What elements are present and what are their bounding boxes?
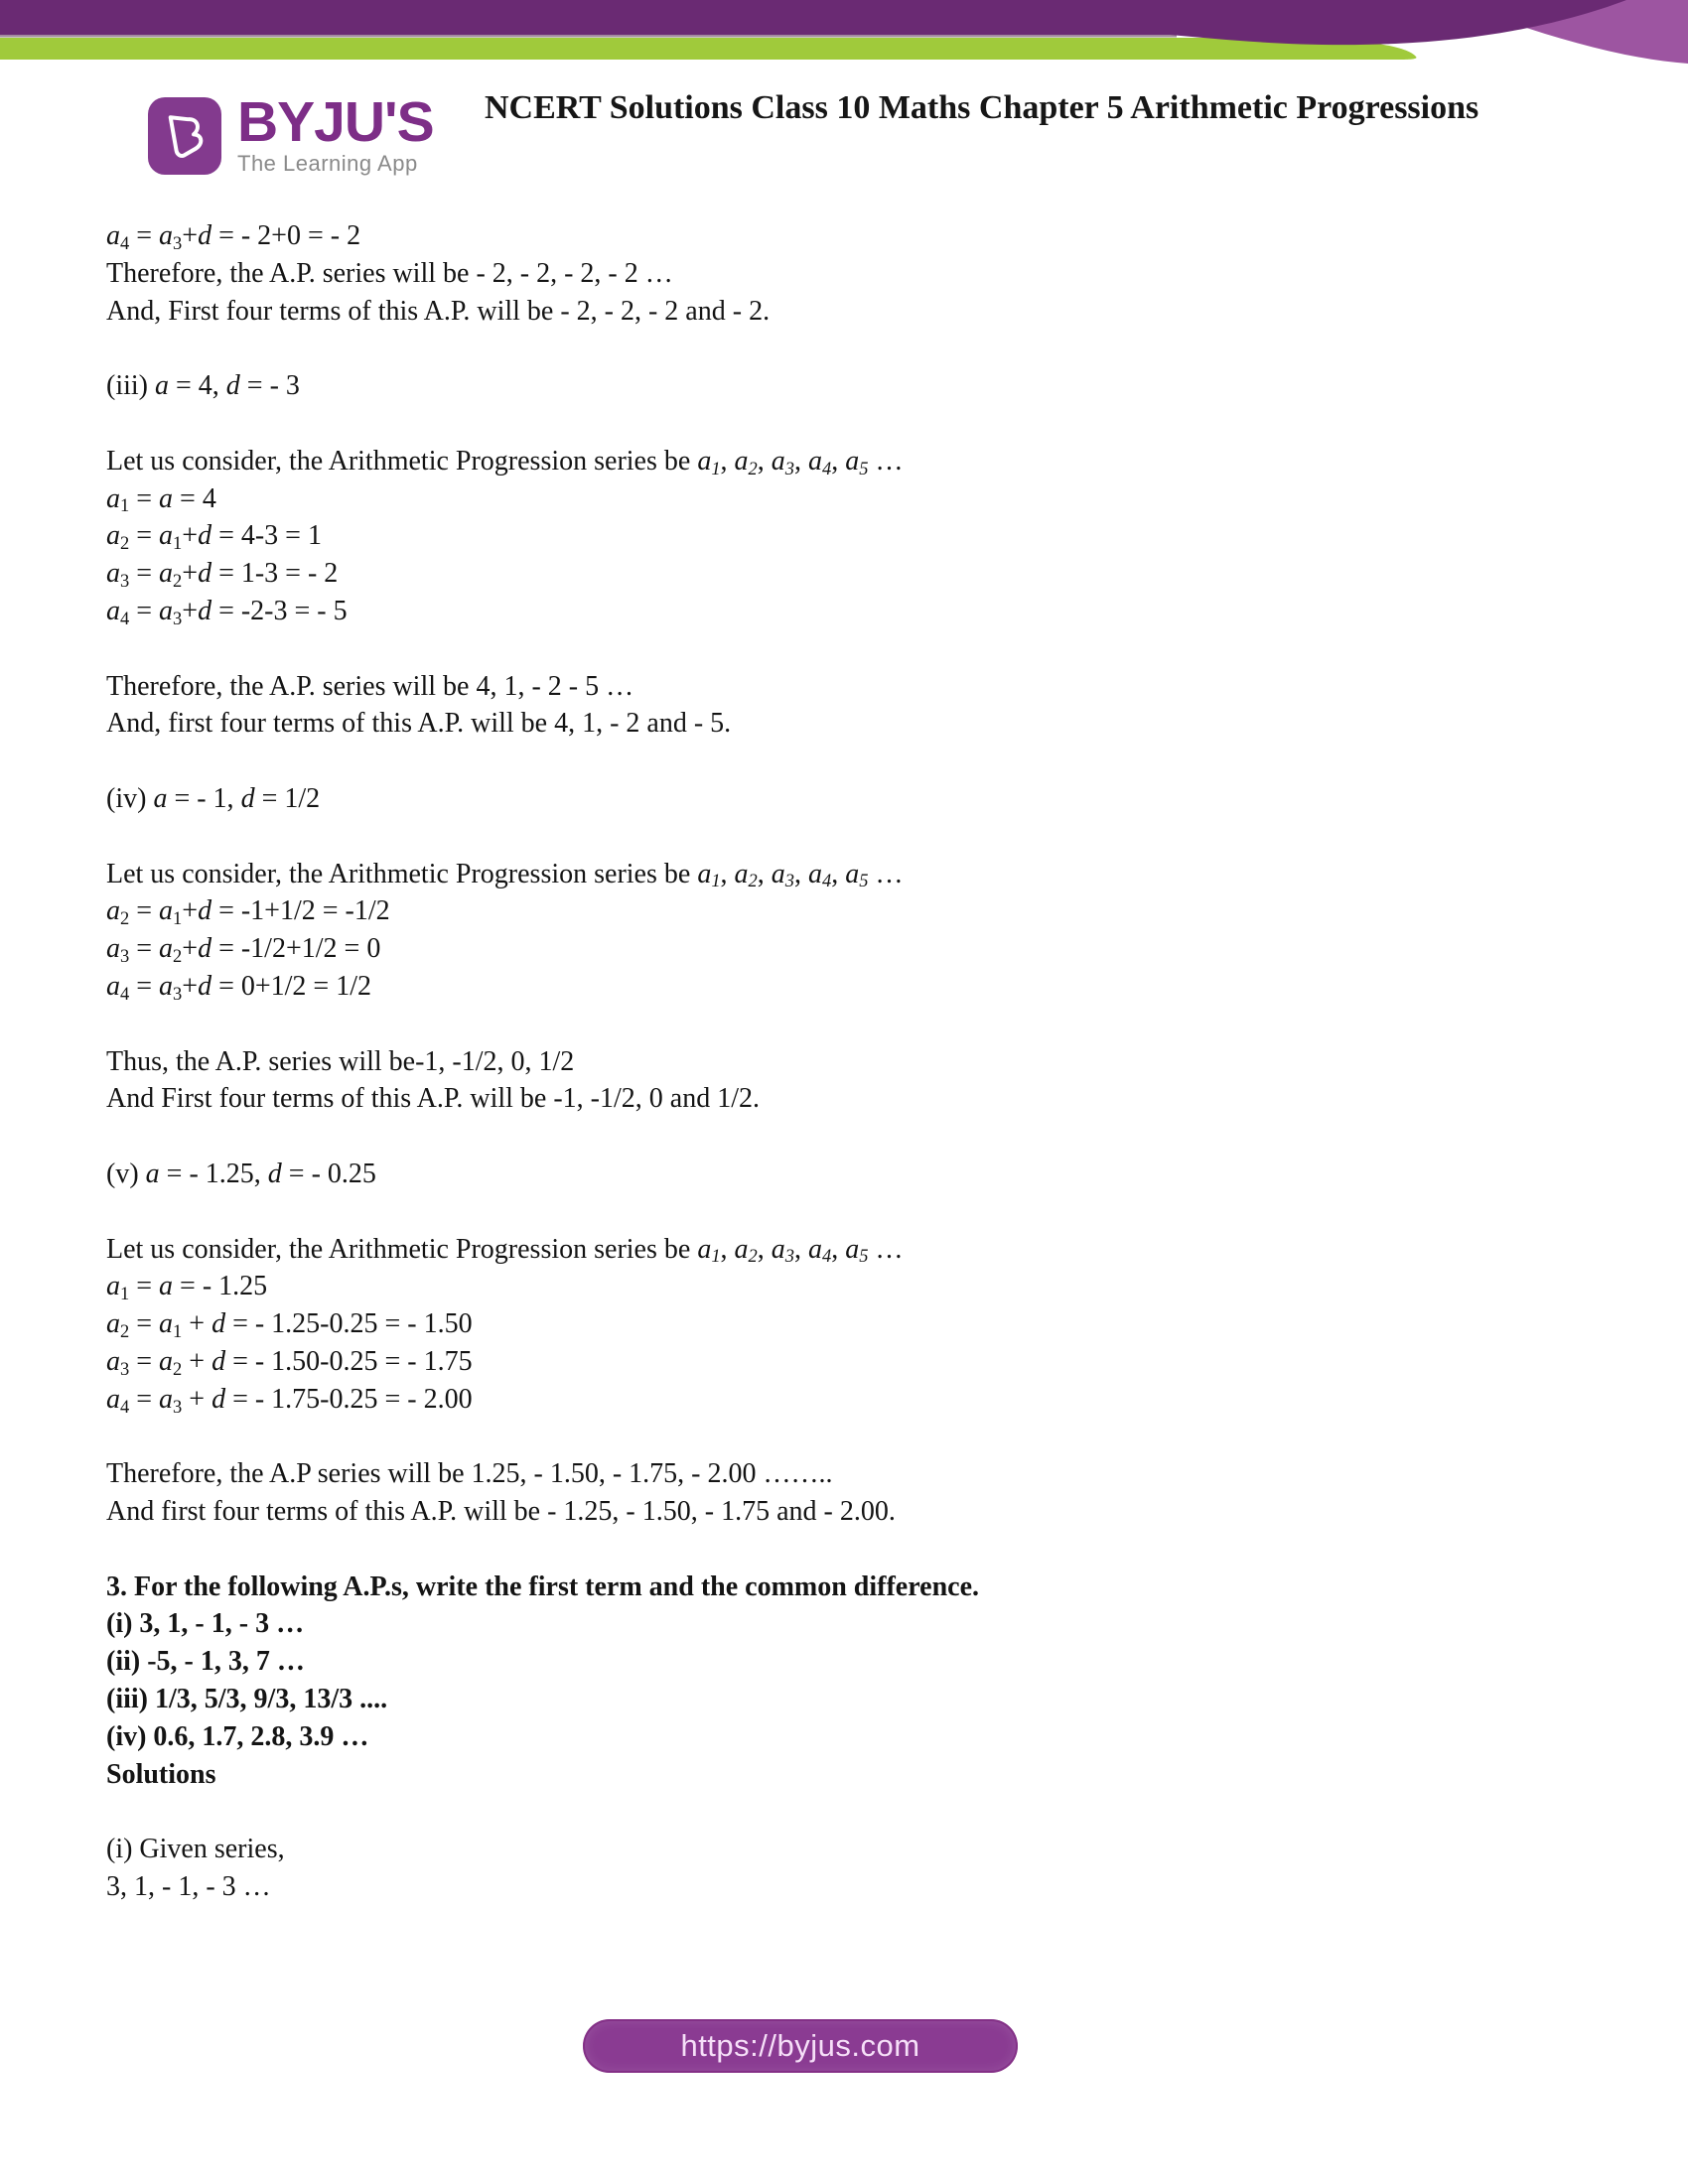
- text-line: $a_2 = a_1 + d$ = - 1.25-0.25 = - 1.50: [106, 1308, 473, 1341]
- text-line: (i) 3, 1, - 1, - 3 …: [106, 1608, 305, 1640]
- paragraph-block: [106, 856, 979, 1006]
- text-line: Let us consider, the Arithmetic Progression series be $a_1$, $a_2$, $a_3$, $a_4$, $a_5$ …: [106, 858, 904, 891]
- text-line: (i) Given series,: [106, 1834, 285, 1865]
- text-line: (iv) 0.6, 1.7, 2.8, 3.9 …: [106, 1720, 369, 1752]
- paragraph-block: [106, 367, 979, 405]
- text-line: (iii) 1/3, 5/3, 9/3, 13/3 ....: [106, 1684, 388, 1715]
- text-line: $a_1 = a = 4$: [106, 482, 216, 516]
- paragraph-block: [106, 1043, 979, 1119]
- text-line: $a_3 = a_2+d = 1-3$ = - 2: [106, 558, 339, 591]
- text-line: And, First four terms of this A.P. will be - 2, - 2, - 2 and - 2.: [106, 295, 771, 327]
- text-line: Let us consider, the Arithmetic Progression series be $a_1$, $a_2$, $a_3$, $a_4$, $a_5$ …: [106, 445, 904, 478]
- text-line: Therefore, the A.P. series will be - 2, - 2, - 2, - 2 …: [106, 257, 673, 289]
- text-line: And, first four terms of this A.P. will be 4, 1, - 2 and - 5.: [106, 708, 732, 740]
- paragraph-block: [106, 1569, 979, 1794]
- paragraph-block: [106, 668, 979, 744]
- footer-link[interactable]: [583, 2019, 1018, 2073]
- paragraph-block: [106, 780, 979, 818]
- paragraph-block: [106, 443, 979, 630]
- text-line: Therefore, the A.P series will be 1.25, - 1.50, - 1.75, - 2.00 ……..: [106, 1458, 833, 1490]
- paragraph-block: [106, 1156, 979, 1193]
- header-green-band: [0, 38, 1416, 60]
- text-line: $a_4 = a_3+d = 0+1/2 = 1/2$: [106, 970, 371, 1004]
- footer-url-text: https://byjus.com: [680, 2028, 920, 2063]
- text-line: (v) a = - 1.25, d = - 0.25: [106, 1158, 376, 1189]
- paragraph-block: [106, 217, 979, 330]
- text-line: $a_1 = a$ = - 1.25: [106, 1271, 268, 1304]
- text-line: $a_3 = a_2+d = -1/2+1/2 = 0$: [106, 933, 381, 966]
- text-line: Let us consider, the Arithmetic Progression series be $a_1$, $a_2$, $a_3$, $a_4$, $a_5$ …: [106, 1233, 904, 1267]
- text-line: And first four terms of this A.P. will be - 1.25, - 1.50, - 1.75 and - 2.00.: [106, 1496, 896, 1528]
- text-line: $a_4 = a_3+d$ = - 2+0 = - 2: [106, 220, 361, 253]
- text-line: $a_4 = a_3+d = -2-3$ = - 5: [106, 595, 348, 628]
- logo-text: [237, 90, 434, 176]
- text-line: 3. For the following A.P.s, write the first term and the common difference.: [106, 1570, 979, 1602]
- text-line: 3, 1, - 1, - 3 …: [106, 1871, 271, 1903]
- text-line: Solutions: [106, 1758, 216, 1790]
- brand-tagline: The Learning App: [237, 151, 418, 176]
- paragraph-block: [106, 1231, 979, 1419]
- text-line: Thus, the A.P. series will be-1, -1/2, 0, 1/2: [106, 1045, 575, 1077]
- paragraph-block: [106, 1455, 979, 1531]
- byjus-b-icon: [147, 93, 222, 177]
- content-area: [106, 217, 979, 1944]
- text-line: $a_2 = a_1+d = 4-3 = 1$: [106, 520, 322, 554]
- text-line: $a_3 = a_2 + d$ = - 1.50-0.25 = - 1.75: [106, 1345, 473, 1379]
- text-line: And First four terms of this A.P. will be -1, -1/2, 0 and 1/2.: [106, 1083, 760, 1115]
- text-line: $a_4 = a_3 + d$ = - 1.75-0.25 = - 2.00: [106, 1383, 473, 1417]
- text-line: (ii) -5, - 1, 3, 7 …: [106, 1646, 305, 1678]
- text-line: Therefore, the A.P. series will be 4, 1, - 2 - 5 …: [106, 670, 634, 702]
- text-line: (iii) a = 4, d = - 3: [106, 370, 300, 402]
- brand-name: BYJU'S: [237, 90, 434, 154]
- text-line: (iv) a = - 1, d = 1/2: [106, 782, 321, 814]
- byjus-logo: [147, 90, 434, 177]
- paragraph-block: [106, 1831, 979, 1906]
- text-line: $a_2 = a_1+d = -1+1/2 = -1/2$: [106, 895, 390, 929]
- page-title: NCERT Solutions Class 10 Maths Chapter 5 Arithmetic Progressions: [485, 89, 1479, 126]
